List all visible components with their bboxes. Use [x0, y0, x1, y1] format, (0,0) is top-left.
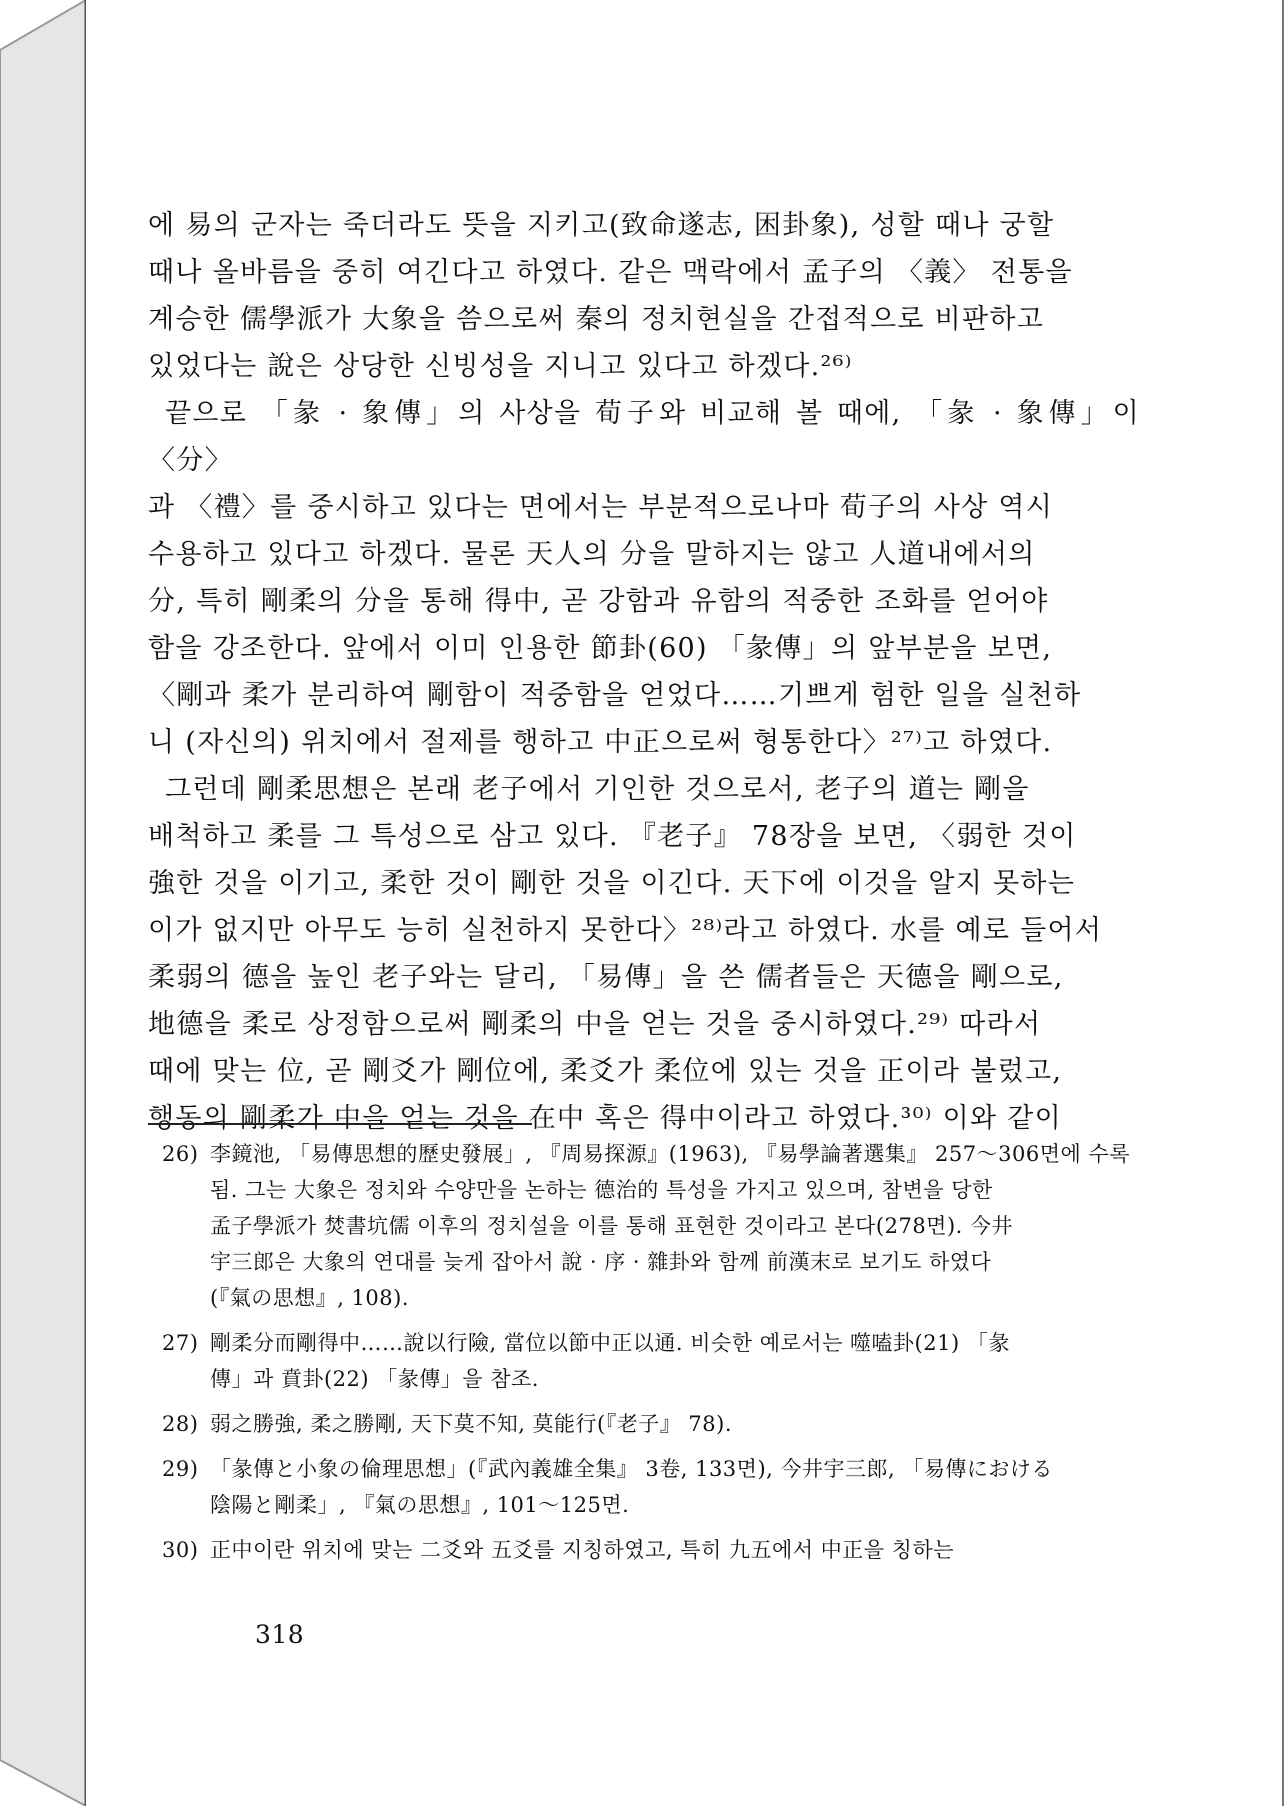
book-edge [0, 0, 86, 1806]
footnote-number: 28) [162, 1412, 199, 1436]
footnote-number: 30) [162, 1538, 199, 1562]
footnote-text: 弱之勝強, 柔之勝剛, 天下莫不知, 莫能行(『老子』 78). [210, 1412, 733, 1436]
paragraph-3: 그런데 剛柔思想은 본래 老子에서 기인한 것으로서, 老子의 道는 剛을 배척하고 柔를 그 특성으로 삼고 있다. 『老子』 78장을 보면, 〈弱한 것이 強한 것을 이기고, 柔한 것이 剛한 것을 이긴다. 天下에 이것을 알지 못하는 이가 없지만 아무도 능히 실천하지 못한다〉²⁸⁾라고 하였다. 水를 예로 들어서 柔弱의 德을 높인 老子와는 달리, 「易傳」을 쓴 儒者들은 天德을 剛으로, 地德을 柔로 상정함으로써 剛柔의 中을 얻는 것을 중시하였다.²⁹⁾ 따라서 때에 맞는 位, 곧 剛爻가 剛位에, 柔爻가 柔位에 있는 것을 正이라 불렀고, 행동의 剛柔가 中을 얻는 것을 在中 혹은 得中이라고 하였다.³⁰⁾ 이와 같이 [148, 774, 1103, 1134]
footnote-number: 26) [162, 1142, 199, 1166]
footnote-26 [162, 1136, 1142, 1316]
paragraph-1: 에 易의 군자는 죽더라도 뜻을 지키고(致命遂志, 困卦象), 성할 때나 궁할 때나 올바름을 중히 여긴다고 하였다. 같은 맥락에서 孟子의 〈義〉 전통을 계승한 儒學派가 大象을 씀으로써 秦의 정치현실을 간접적으로 비판하고 있었다는 說은 상당한 신빙성을 지니고 있다고 하겠다.²⁶⁾ [148, 210, 1073, 382]
main-text [148, 202, 1140, 1142]
footnote-29 [162, 1451, 1142, 1523]
paragraph-2: 끝으로 「彖 · 象傳」의 사상을 荀子와 비교해 볼 때에, 「彖 · 象傳」이 〈分〉 과 〈禮〉를 중시하고 있다는 면에서는 부분적으로나마 荀子의 사상 역시 수용하고 있다고 하겠다. 물론 天人의 分을 말하지는 않고 人道내에서의 分, 특히 剛柔의 分을 통해 得中, 곧 강함과 유함의 적중한 조화를 얻어야 함을 강조한다. 앞에서 이미 인용한 節卦(60) 「彖傳」의 앞부분을 보면, 〈剛과 柔가 분리하여 剛함이 적중함을 얻었다……기쁘게 험한 일을 실천하 니 (자신의) 위치에서 절제를 행하고 中正으로써 형통한다〉²⁷⁾고 하였다. [148, 398, 1140, 758]
footnote-text: 正中이란 위치에 맞는 二爻와 五爻를 지칭하였고, 특히 九五에서 中正을 칭하는 [210, 1538, 955, 1562]
page-number: 318 [255, 1620, 305, 1649]
footnotes [162, 1136, 1142, 1577]
footnote-28 [162, 1406, 1142, 1442]
footnote-text: 「彖傳と小象の倫理思想」(『武內義雄全集』 3卷, 133면), 今井宇三郎, 「易傳における 陰陽と剛柔」, 『氣の思想』, 101～125면. [210, 1457, 1053, 1517]
footnote-text: 剛柔分而剛得中……說以行險, 當位以節中正以通. 비슷한 예로서는 噬嗑卦(21) 「彖 傳」과 賁卦(22) 「彖傳」을 참조. [210, 1331, 1010, 1391]
footnote-text: 李鏡池, 「易傳思想的歷史發展」, 『周易探源』(1963), 『易學論著選集』 257～306면에 수록 됨. 그는 大象은 정치와 수양만을 논하는 德治的 특성을 가지고 있으며, 참변을 당한 孟子學派가 焚書坑儒 이후의 정치설을 이를 통해 표현한 것이라고 본다(278면). 今井 宇三郎은 大象의 연대를 늦게 잡아서 說 · 序 · 雜卦와 함께 前漢末로 보기도 하였다 (『氣の思想』, 108). [210, 1142, 1131, 1310]
footnote-30 [162, 1532, 1142, 1568]
footnote-number: 29) [162, 1457, 199, 1481]
footnote-number: 27) [162, 1331, 199, 1355]
footnote-divider [148, 1123, 532, 1125]
footnote-27 [162, 1325, 1142, 1397]
